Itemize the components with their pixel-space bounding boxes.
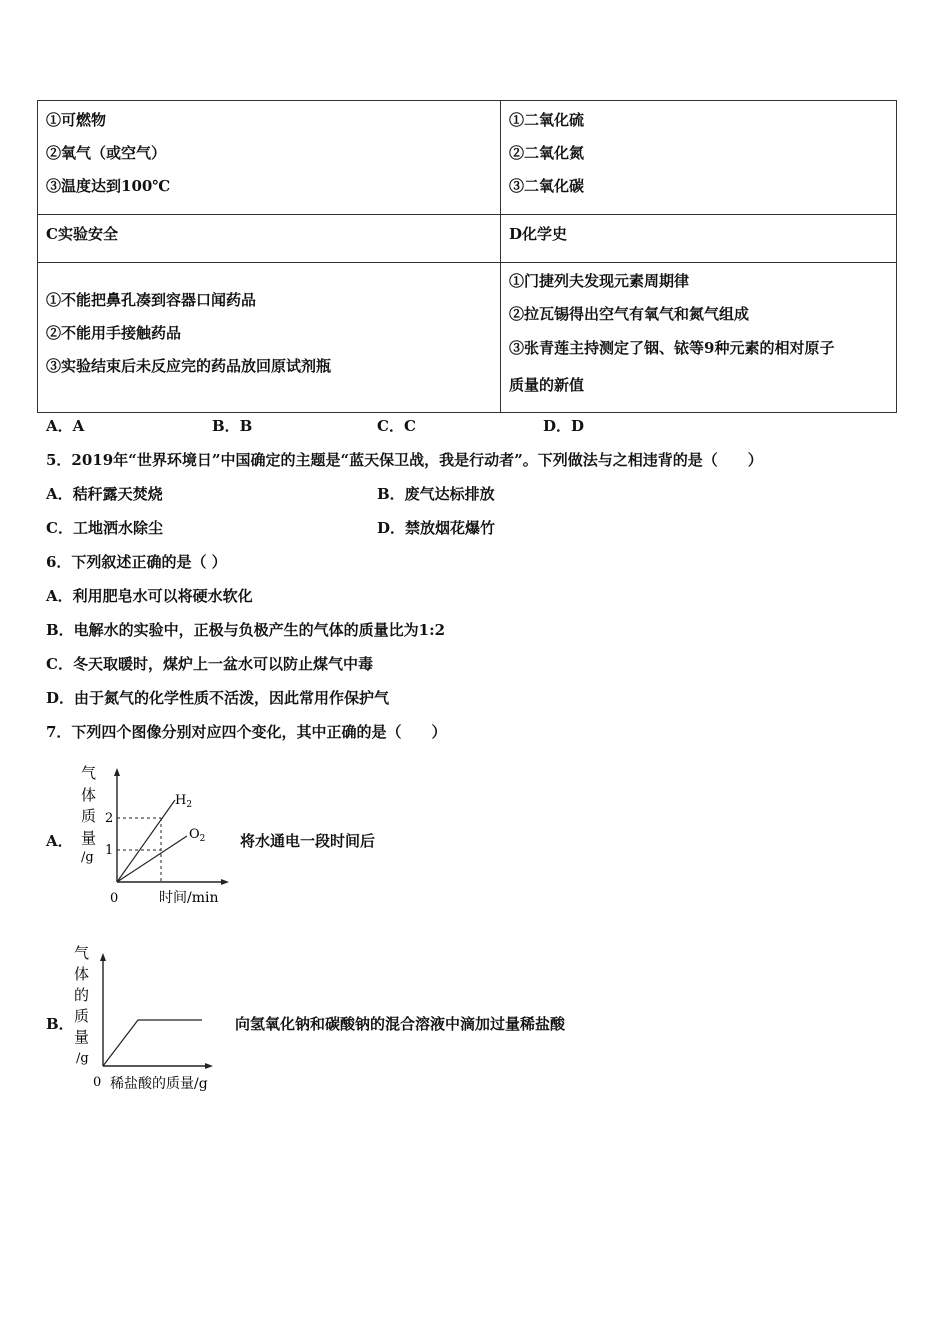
cell-d-item-3: ③张青莲主持测定了铟、铱等9种元素的相对原子 <box>509 339 835 357</box>
q5-option-c[interactable]: C．工地洒水除尘 <box>46 519 163 537</box>
q5-option-b[interactable]: B．废气达标排放 <box>377 485 495 503</box>
graph-b-origin: 0 <box>93 1075 102 1090</box>
graph-b-x-arrow <box>205 1063 213 1069</box>
graph-b-curve <box>103 1020 202 1066</box>
graph-a-ylabel-3: 质 <box>81 807 97 825</box>
graph-a-ylabel-1: 气 <box>81 764 97 782</box>
graph-a-x-arrow <box>221 879 229 885</box>
info-table <box>37 100 897 413</box>
graph-b-ylabel-5: 量 <box>74 1028 90 1046</box>
cell-d-item-1: ①门捷列夫发现元素周期律 <box>509 272 690 290</box>
cell-top-left-1: ①可燃物 <box>46 111 107 129</box>
cell-d-header: D化学史 <box>509 225 568 243</box>
cell-top-left-2: ②氧气（或空气） <box>46 144 167 162</box>
table-divider-row1 <box>38 214 896 215</box>
q7-option-a-label[interactable]: A． <box>46 832 73 850</box>
q7-graph-b <box>68 940 238 1096</box>
q4-option-a[interactable]: A．A <box>46 417 85 435</box>
q6-option-d[interactable]: D．由于氮气的化学性质不活泼，因此常用作保护气 <box>46 689 390 707</box>
cell-top-right-3: ③二氧化碳 <box>509 177 585 195</box>
graph-a-xlabel: 时间/min <box>159 890 219 906</box>
q4-option-c[interactable]: C．C <box>377 417 416 435</box>
q5-stem: 5．2019年“世界环境日”中国确定的主题是“蓝天保卫战，我是行动者”。下列做法与之相违背的是（ ） <box>46 451 763 469</box>
q5-option-d[interactable]: D．禁放烟花爆竹 <box>377 519 496 537</box>
graph-b-y-arrow <box>100 953 106 961</box>
graph-a-h2-label: $H_2$ <box>175 793 193 810</box>
graph-b-ylabel-6: /g <box>76 1051 89 1066</box>
graph-a-tick-2: 2 <box>105 811 114 826</box>
cell-c-item-2: ②不能用手接触药品 <box>46 324 182 342</box>
q7-option-b-desc: 向氢氧化钠和碳酸钠的混合溶液中滴加过量稀盐酸 <box>235 1015 566 1033</box>
cell-c-header: C实验安全 <box>46 225 118 243</box>
graph-a-o2-line <box>117 836 187 882</box>
graph-a-h2-line <box>117 800 175 882</box>
q4-option-d[interactable]: D．D <box>543 417 585 435</box>
q6-option-c[interactable]: C．冬天取暖时，煤炉上一盆水可以防止煤气中毒 <box>46 655 373 673</box>
q7-option-b-label[interactable]: B． <box>46 1015 74 1033</box>
q6-option-a[interactable]: A．利用肥皂水可以将硬水软化 <box>46 587 253 605</box>
graph-a-ylabel-2: 体 <box>81 786 97 804</box>
graph-a-o2-label: $O_2$ <box>189 827 206 844</box>
q7-graph-a <box>75 760 235 910</box>
graph-b-ylabel-1: 气 <box>74 944 90 962</box>
cell-d-item-4: 质量的新值 <box>509 376 585 394</box>
q6-stem: 6．下列叙述正确的是（ ） <box>46 553 227 571</box>
q5-option-a[interactable]: A．秸秆露天焚烧 <box>46 485 163 503</box>
cell-top-right-1: ①二氧化硫 <box>509 111 585 129</box>
q4-option-b[interactable]: B．B <box>212 417 253 435</box>
q7-option-a-desc: 将水通电一段时间后 <box>240 832 376 850</box>
graph-a-origin: 0 <box>110 891 119 906</box>
graph-b-xlabel: 稀盐酸的质量/g <box>110 1076 208 1092</box>
graph-a-tick-1: 1 <box>105 843 114 858</box>
graph-b-ylabel-4: 质 <box>74 1007 90 1025</box>
cell-c-item-1: ①不能把鼻孔凑到容器口闻药品 <box>46 291 257 309</box>
q7-stem: 7．下列四个图像分别对应四个变化，其中正确的是（ ） <box>46 723 447 741</box>
cell-d-item-2: ②拉瓦锡得出空气有氧气和氮气组成 <box>509 305 750 323</box>
graph-a-ylabel-4: 量 <box>81 829 97 847</box>
graph-b-ylabel-2: 体 <box>74 965 90 983</box>
graph-b-ylabel-3: 的 <box>74 986 90 1004</box>
cell-top-left-3: ③温度达到100℃ <box>46 177 171 195</box>
graph-a-ylabel-5: /g <box>81 850 94 865</box>
cell-top-right-2: ②二氧化氮 <box>509 144 585 162</box>
table-divider-row2 <box>38 262 896 263</box>
cell-c-item-3: ③实验结束后未反应完的药品放回原试剂瓶 <box>46 357 332 375</box>
table-divider-vertical <box>500 101 501 412</box>
graph-a-y-arrow <box>114 768 120 776</box>
q6-option-b[interactable]: B．电解水的实验中，正极与负极产生的气体的质量比为1:2 <box>46 621 446 639</box>
